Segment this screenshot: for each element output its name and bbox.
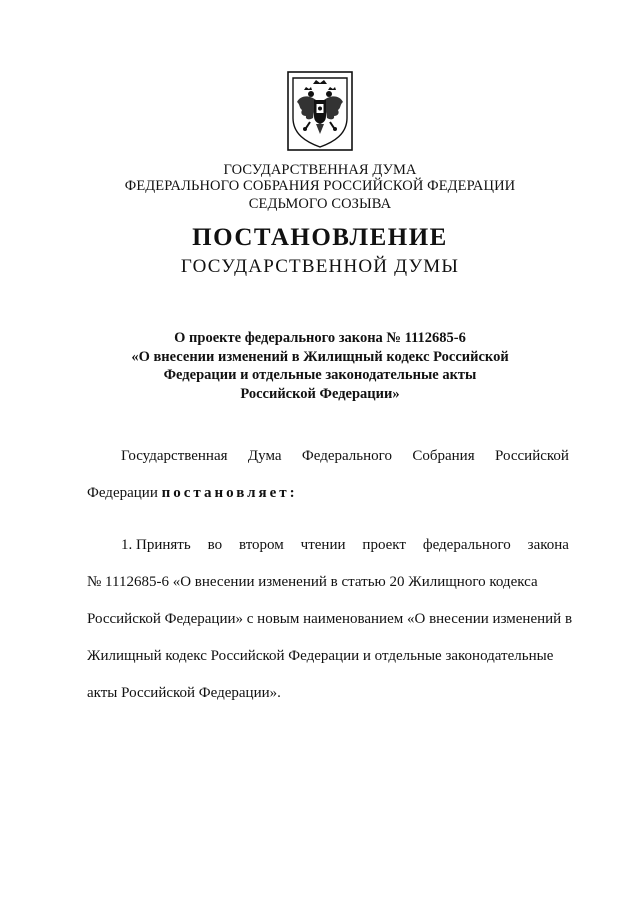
word: во [207,537,223,553]
word: Государственная [121,448,228,464]
word: Федерального [301,448,392,464]
document-type-subtitle: ГОСУДАРСТВЕННОЙ ДУМЫ [180,256,460,277]
org-line-convocation: СЕДЬМОГО СОЗЫВА [248,196,392,212]
subject-line: «О внесении изменений в Жилищный кодекс Российской [131,348,509,365]
document-type-title: ПОСТАНОВЛЕНИЕ [192,224,448,251]
org-line-federal-assembly: ФЕДЕРАЛЬНОГО СОБРАНИЯ РОССИЙСКОЙ ФЕДЕРАЦИИ [124,178,516,194]
word: Российской [495,448,569,464]
org-line-duma: ГОСУДАРСТВЕННАЯ ДУМА [223,162,417,178]
point-1-line-3: Российской Федерации» с новым наименованием «О внесении изменений в [87,611,573,627]
word: закона [527,537,569,553]
word: чтении [300,537,346,553]
word: втором [238,537,284,553]
intro-paragraph [87,446,569,503]
subject-line: Российской Федерации» [240,385,400,402]
subject-line: О проекте федерального закона № 1112685-6 [174,330,466,346]
point-1-line-4: Жилищный кодекс Российской Федерации и отдельные законодательные [87,648,554,664]
point-1-line-1 [87,535,569,555]
resolution-subject [0,329,640,403]
subject-line: Федерации и отдельные законодательные акты [163,367,477,383]
point-1-line-5: акты Российской Федерации». [87,685,281,701]
point-1-paragraph [87,535,573,703]
coat-of-arms-emblem [286,70,354,152]
word: Собрания [412,448,475,464]
word: Дума [247,448,282,464]
resolves-keyword: постановляет: [161,485,298,501]
intro-subject-word: Федерации [87,485,158,501]
word: проект [362,537,406,553]
intro-line-2 [87,483,569,503]
word: 1. Принять [121,537,191,553]
word: федерального [422,537,511,553]
point-1-line-2: № 1112685-6 «О внесении изменений в статью 20 Жилищного кодекса [87,574,538,590]
intro-line-1 [87,446,569,466]
